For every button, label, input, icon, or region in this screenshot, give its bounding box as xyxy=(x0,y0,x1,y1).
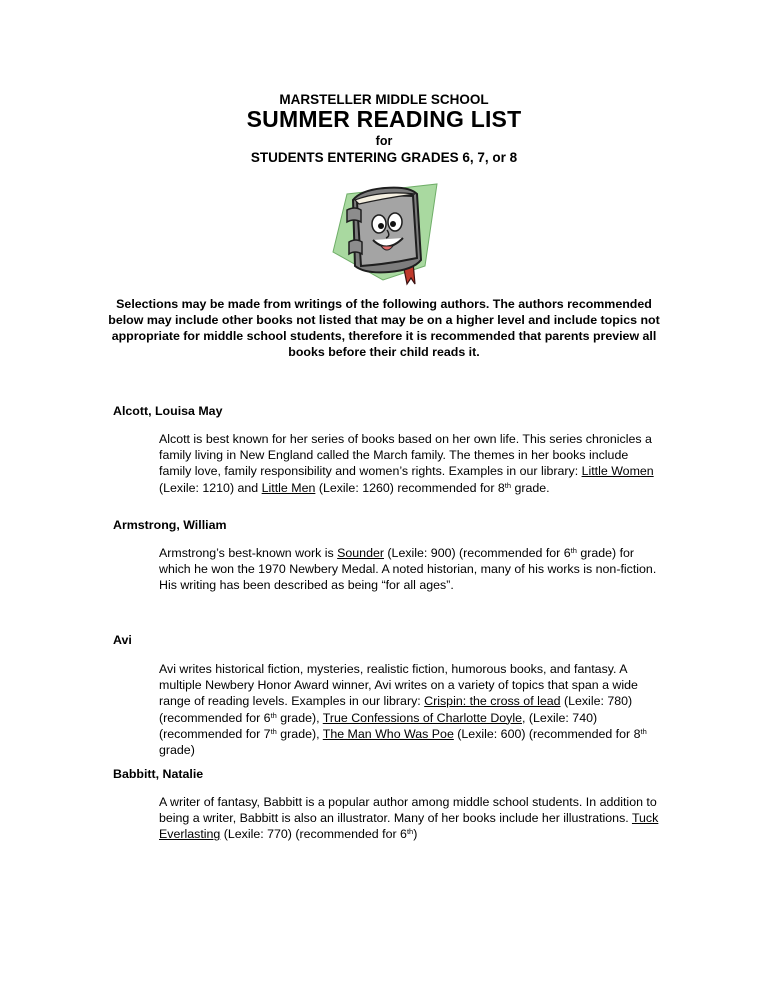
author-heading-babbitt: Babbitt, Natalie xyxy=(113,767,204,781)
book-title-little-men: Little Men xyxy=(261,480,316,495)
author-description-alcott: Alcott is best known for her series of books based on her own life. This series chronicles a family living in New England called the March family. The themes in her books include family love, family responsibility and women’s rights. Examples in our library: Little Women (Lexile: 1210) and Little Men (Lexile: 1260) recommended for 8th grade. xyxy=(159,432,654,495)
book-title-tuck-everlasting: Tuck Everlasting xyxy=(159,811,659,842)
book-title-crispin: Crispin: the cross of lead xyxy=(424,694,561,709)
intro-paragraph: Selections may be made from writings of the following authors. The authors recommended below may include other books not listed that may be on a higher level and include topics not appropriate for middle school students, therefore it is recommended that parents preview all books before their child reads it. xyxy=(108,297,660,359)
author-heading-armstrong: Armstrong, William xyxy=(113,518,227,532)
school-name: MARSTELLER MIDDLE SCHOOL xyxy=(279,92,489,107)
book-title-sounder: Sounder xyxy=(337,546,384,560)
subtitle-for: for xyxy=(375,134,393,148)
author-description-babbitt: A writer of fantasy, Babbitt is a popular author among middle school students. In addition to being a writer, Babbitt is also an illustrator. Many of her books include her illustrations. Tuck Everlasting (Lexile: 770) (recommended for 6th) xyxy=(159,795,659,842)
book-title-man-who-was-poe: The Man Who Was Poe xyxy=(322,726,454,741)
smiling-book-icon xyxy=(325,180,443,286)
author-description-avi: Avi writes historical fiction, mysteries, realistic fiction, humorous books, and fantasy. A multiple Newbery Honor Award winner, Avi writes on a variety of topics that span a wide range of reading levels. Examples in our library: Crispin: the cross of lead (Lexile: 780) (recommended for 6th grade), True Confessions of Charlotte Doyle, (Lexile: 740) (recommended for 7th grade), The Man Who Was Poe (Lexile: 600) (recommended for 8th grade) xyxy=(159,662,647,758)
author-heading-avi: Avi xyxy=(113,633,132,647)
grades-subtitle: STUDENTS ENTERING GRADES 6, 7, or 8 xyxy=(250,150,518,165)
book-title-little-women: Little Women xyxy=(581,464,654,479)
author-heading-alcott: Alcott, Louisa May xyxy=(113,404,223,418)
author-description-armstrong: Armstrong’s best-known work is Sounder (Lexile: 900) (recommended for 6th grade) for which he won the 1970 Newbery Medal. A noted historian, many of his works is non-fiction. His writing has been described as being “for all ages”. xyxy=(159,546,657,593)
page-title: SUMMER READING LIST xyxy=(246,106,522,132)
book-title-true-confessions: True Confessions of Charlotte Doyle xyxy=(322,710,523,725)
